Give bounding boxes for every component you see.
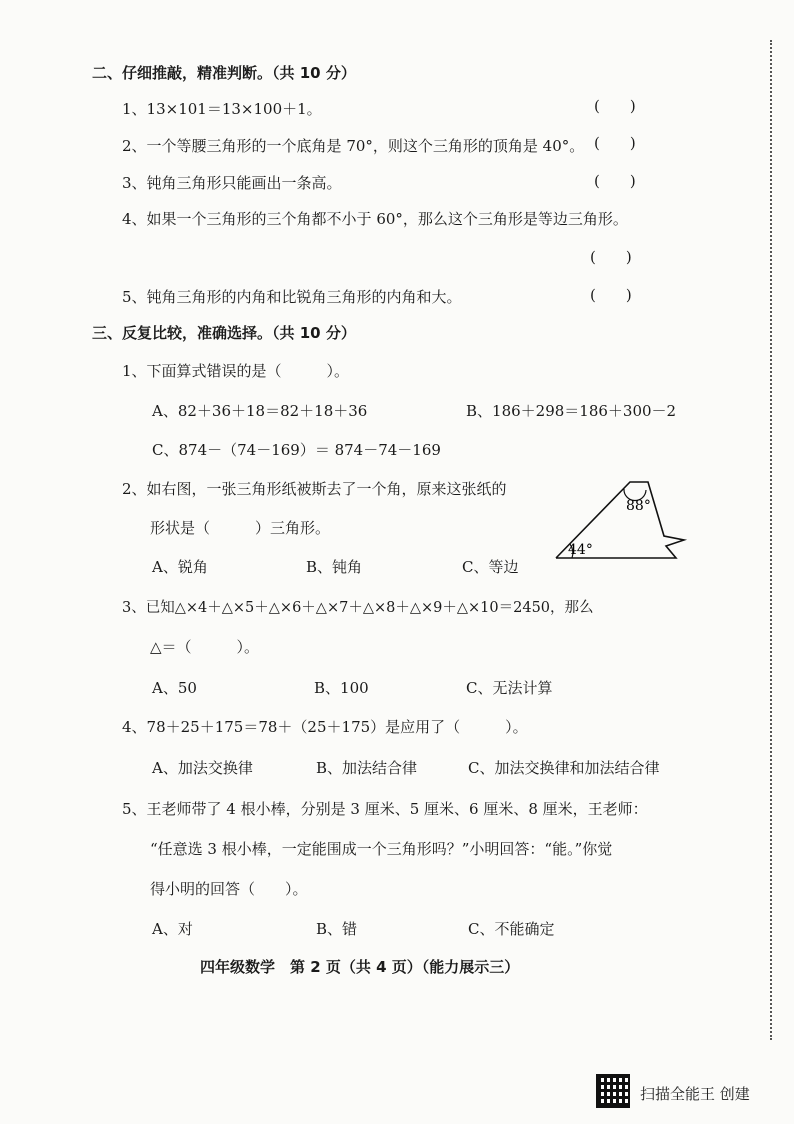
angle-88-label: 88° xyxy=(626,498,651,514)
s2-item-1-paren[interactable]: ( ) xyxy=(594,97,636,115)
s3-q5-text-1: 5、王老师带了 4 根小棒，分别是 3 厘米、5 厘米、6 厘米、8 厘米，王老师： xyxy=(122,800,648,818)
s3-q3-option-a[interactable]: A、50 xyxy=(152,679,197,697)
s3-q2-option-c[interactable]: C、等边 xyxy=(462,558,519,576)
scanner-watermark: 扫描全能王 创建 xyxy=(640,1085,750,1103)
s3-q5-option-c[interactable]: C、不能确定 xyxy=(468,920,555,938)
s3-q3-option-c[interactable]: C、无法计算 xyxy=(466,679,553,697)
section3-title: 三、反复比较，准确选择。（共 10 分） xyxy=(92,324,356,342)
s2-item-3-paren[interactable]: ( ) xyxy=(594,172,636,190)
s3-q2-text-1: 2、如右图，一张三角形纸被斯去了一个角，原来这张纸的 xyxy=(122,480,507,498)
s3-q5-text-2: “任意选 3 根小棒，一定能围成一个三角形吗？”小明回答：“能。”你觉 xyxy=(150,840,613,858)
page-edge-dots xyxy=(770,40,772,1040)
qr-code-icon xyxy=(596,1074,630,1108)
s2-item-4: 4、如果一个三角形的三个角都不小于 60°，那么这个三角形是等边三角形。 xyxy=(122,210,628,228)
s2-item-5-paren[interactable]: ( ) xyxy=(590,286,632,304)
s2-item-2: 2、一个等腰三角形的一个底角是 70°，则这个三角形的顶角是 40°。 xyxy=(122,137,585,155)
s3-q3-text-2: △＝（ ）。 xyxy=(150,638,260,656)
s3-q2-option-b[interactable]: B、钝角 xyxy=(306,558,363,576)
s3-q1-option-b[interactable]: B、186＋298＝186＋300－2 xyxy=(466,402,677,420)
angle-44-label: 44° xyxy=(568,542,593,558)
s3-q5-text-3: 得小明的回答（ ）。 xyxy=(150,880,308,898)
s2-item-3: 3、钝角三角形只能画出一条高。 xyxy=(122,174,342,192)
s3-q4-option-c[interactable]: C、加法交换律和加法结合律 xyxy=(468,759,660,777)
page-footer: 四年级数学 第 2 页（共 4 页）（能力展示三） xyxy=(200,958,520,976)
section2-title: 二、仔细推敲，精准判断。（共 10 分） xyxy=(92,64,356,82)
s3-q4-text: 4、78＋25＋175＝78＋（25＋175）是应用了（ ）。 xyxy=(122,718,528,736)
s3-q2-text-2: 形状是（ ）三角形。 xyxy=(150,519,331,537)
s3-q1-text: 1、下面算式错误的是（ ）。 xyxy=(122,362,350,380)
s2-item-2-paren[interactable]: ( ) xyxy=(594,134,636,152)
s3-q3-option-b[interactable]: B、100 xyxy=(314,679,369,697)
s3-q3-text-1: 3、已知△×4＋△×5＋△×6＋△×7＋△×8＋△×9＋△×10＝2450，那么 xyxy=(122,600,594,616)
s3-q1-option-c[interactable]: C、874－（74－169）＝ 874－74－169 xyxy=(152,441,441,459)
s3-q1-option-a[interactable]: A、82＋36＋18＝82＋18＋36 xyxy=(152,402,368,420)
s3-q2-option-a[interactable]: A、锐角 xyxy=(152,558,208,576)
s3-q4-option-b[interactable]: B、加法结合律 xyxy=(316,759,418,777)
s2-item-1: 1、13×101＝13×100＋1。 xyxy=(122,100,322,118)
torn-triangle-figure xyxy=(550,474,690,564)
s2-item-4-paren[interactable]: ( ) xyxy=(590,248,632,266)
s3-q5-option-b[interactable]: B、错 xyxy=(316,920,358,938)
s2-item-5: 5、钝角三角形的内角和比锐角三角形的内角和大。 xyxy=(122,288,462,306)
s3-q4-option-a[interactable]: A、加法交换律 xyxy=(152,759,253,777)
s3-q5-option-a[interactable]: A、对 xyxy=(152,920,193,938)
